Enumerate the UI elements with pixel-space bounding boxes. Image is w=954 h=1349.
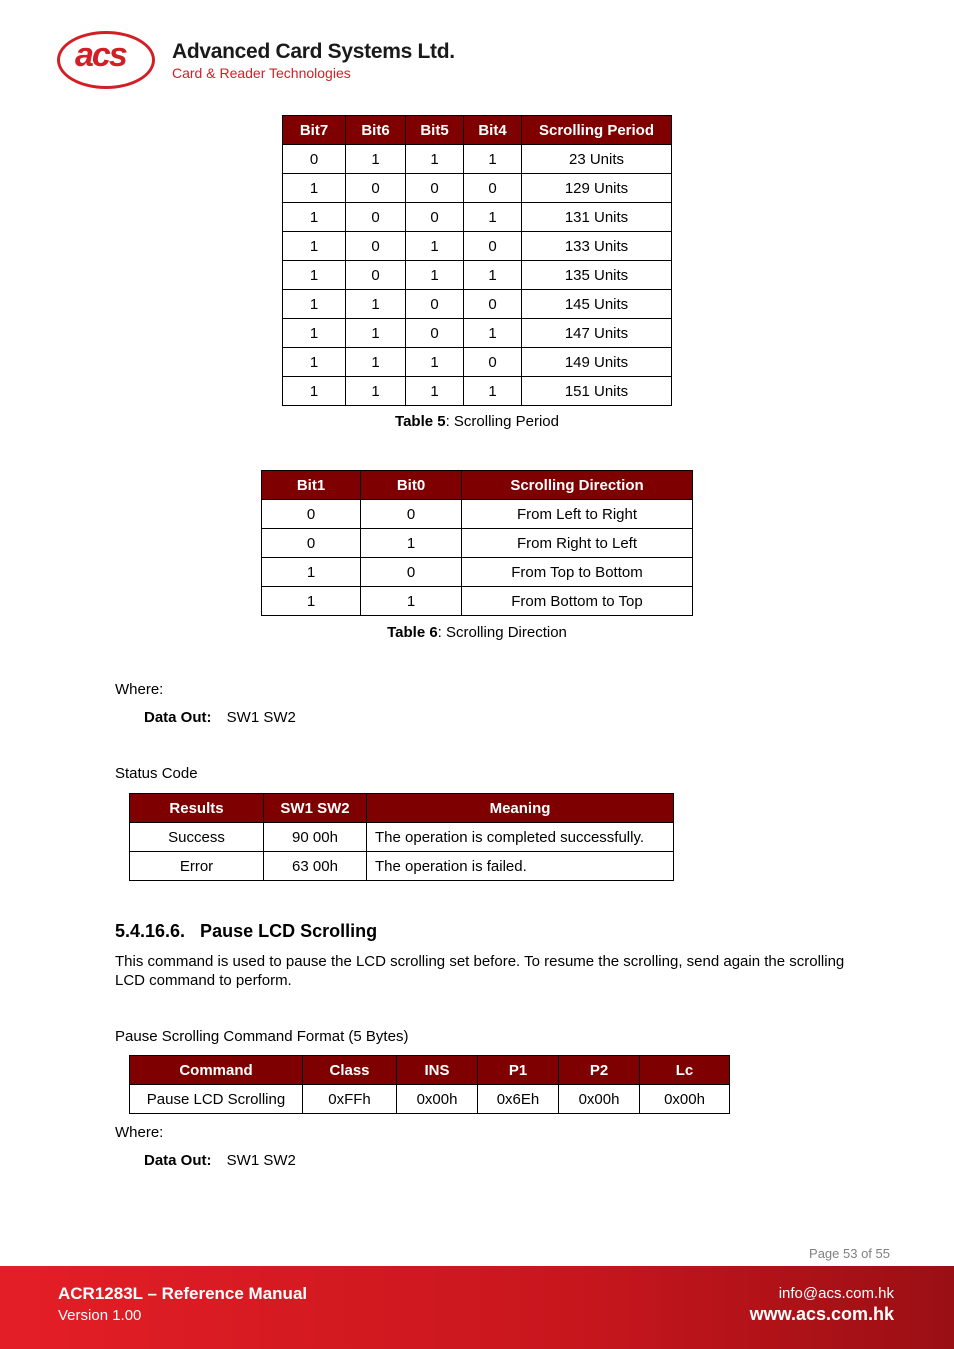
table-cell: 1	[283, 319, 346, 348]
table-row	[283, 232, 672, 261]
table-cell: 131 Units	[522, 203, 672, 232]
page-footer	[0, 1266, 954, 1349]
table-cell: 1	[346, 348, 406, 377]
column-header: Class	[303, 1056, 397, 1085]
table-row	[283, 377, 672, 406]
data-out-label: Data Out:	[144, 1152, 212, 1169]
where-label: Where:	[115, 681, 164, 698]
company-tagline: Card & Reader Technologies	[172, 65, 351, 81]
table-cell: 0	[262, 529, 361, 558]
column-header: Bit4	[464, 116, 522, 145]
table-cell: The operation is completed successfully.	[367, 823, 674, 852]
column-header: INS	[397, 1056, 478, 1085]
table-cell: 1	[283, 232, 346, 261]
column-header: Scrolling Direction	[462, 471, 693, 500]
website-link[interactable]: www.acs.com.hk	[749, 1304, 894, 1324]
table-cell: 1	[346, 377, 406, 406]
table-row	[283, 290, 672, 319]
table-cell: 0	[406, 290, 464, 319]
table-cell: 0	[406, 203, 464, 232]
status-code-title: Status Code	[115, 765, 198, 782]
section-heading: 5.4.16.6. Pause LCD Scrolling	[115, 921, 378, 941]
doc-version: Version 1.00	[58, 1307, 142, 1324]
table-cell: 0	[346, 232, 406, 261]
table-cell: 1	[464, 145, 522, 174]
table-cell: 133 Units	[522, 232, 672, 261]
table-cell: 0	[464, 232, 522, 261]
page-number: Page 53 of 55	[809, 1246, 890, 1261]
table-cell: 1	[406, 145, 464, 174]
column-header: Lc	[640, 1056, 730, 1085]
table-row	[283, 348, 672, 377]
table-cell: From Top to Bottom	[462, 558, 693, 587]
table-row	[130, 1085, 730, 1114]
table-cell: 0	[283, 145, 346, 174]
table-cell: 135 Units	[522, 261, 672, 290]
table-cell: 0	[346, 203, 406, 232]
table-row	[262, 558, 693, 587]
table-cell: 1	[283, 174, 346, 203]
table-cell: 1	[361, 587, 462, 616]
table-cell: 1	[346, 319, 406, 348]
table-cell: The operation is failed.	[367, 852, 674, 881]
table-cell: 0	[464, 348, 522, 377]
table-cell: 1	[406, 348, 464, 377]
table-cell: 1	[406, 232, 464, 261]
table-cell: 129 Units	[522, 174, 672, 203]
column-header: Scrolling Period	[522, 116, 672, 145]
table-cell: 1	[464, 319, 522, 348]
table-row	[262, 587, 693, 616]
table-cell: 1	[346, 145, 406, 174]
table-cell: 1	[464, 377, 522, 406]
column-header: Bit6	[346, 116, 406, 145]
table-cell: 147 Units	[522, 319, 672, 348]
caption-label: Table 5	[395, 413, 446, 430]
table-cell: 0	[464, 290, 522, 319]
table-row	[262, 529, 693, 558]
table-cell: 1	[346, 290, 406, 319]
table-cell: 1	[283, 261, 346, 290]
column-header: Meaning	[367, 794, 674, 823]
table-cell: 0	[346, 261, 406, 290]
logo-text: acs	[75, 36, 126, 74]
table-cell: 1	[464, 203, 522, 232]
table-cell: 1	[283, 290, 346, 319]
column-header: Results	[130, 794, 264, 823]
table-cell: 0x00h	[559, 1085, 640, 1114]
data-out-label: Data Out:	[144, 709, 212, 726]
command-format-table	[129, 1055, 730, 1114]
table-cell: Success	[130, 823, 264, 852]
table-cell: 0x00h	[397, 1085, 478, 1114]
scrolling-direction-table	[261, 470, 693, 616]
table-cell: 1	[262, 587, 361, 616]
table-cell: 0	[361, 558, 462, 587]
table6-caption	[261, 624, 693, 641]
column-header: Bit7	[283, 116, 346, 145]
company-name: Advanced Card Systems Ltd.	[172, 40, 455, 63]
table-cell: 1	[283, 348, 346, 377]
table-cell: 1	[406, 377, 464, 406]
column-header: Bit5	[406, 116, 464, 145]
caption-text: : Scrolling Direction	[437, 624, 567, 641]
section-body: This command is used to pause the LCD scrolling set before. To resume the scrolling, send again the scrolling LCD command to perform.	[115, 953, 845, 989]
table-cell: 90 00h	[264, 823, 367, 852]
data-out-value: SW1 SW2	[226, 1152, 296, 1169]
table-cell: From Right to Left	[462, 529, 693, 558]
caption-text: : Scrolling Period	[445, 413, 559, 430]
data-out-value: SW1 SW2	[226, 709, 296, 726]
table-cell: 151 Units	[522, 377, 672, 406]
table-cell: 0	[262, 500, 361, 529]
table-cell: 0	[346, 174, 406, 203]
table-row	[283, 261, 672, 290]
column-header: SW1 SW2	[264, 794, 367, 823]
table-cell: 149 Units	[522, 348, 672, 377]
caption-label: Table 6	[387, 624, 438, 641]
table-row	[130, 852, 674, 881]
table-cell: 0x00h	[640, 1085, 730, 1114]
table-row	[262, 500, 693, 529]
status-code-table	[129, 793, 674, 881]
table-header-row	[130, 1056, 730, 1085]
table-cell: 23 Units	[522, 145, 672, 174]
table-cell: 0x6Eh	[478, 1085, 559, 1114]
table-cell: 0	[464, 174, 522, 203]
column-header: P1	[478, 1056, 559, 1085]
table-cell: From Bottom to Top	[462, 587, 693, 616]
table-row	[283, 145, 672, 174]
where-label: Where:	[115, 1124, 164, 1141]
table-cell: 63 00h	[264, 852, 367, 881]
table-row	[283, 319, 672, 348]
table-cell: 1	[406, 261, 464, 290]
scrolling-period-table	[282, 115, 672, 406]
column-header: P2	[559, 1056, 640, 1085]
table-row	[283, 203, 672, 232]
table-header-row	[262, 471, 693, 500]
table-cell: 0	[361, 500, 462, 529]
table-cell: 0xFFh	[303, 1085, 397, 1114]
table-row	[130, 823, 674, 852]
table-header-row	[130, 794, 674, 823]
table-cell: 0	[406, 319, 464, 348]
contact-email[interactable]: info@acs.com.hk	[778, 1285, 894, 1302]
table5-caption	[282, 413, 672, 430]
table-cell: Pause LCD Scrolling	[130, 1085, 303, 1114]
table-cell: Error	[130, 852, 264, 881]
data-out-line	[144, 1151, 296, 1170]
table-cell: From Left to Right	[462, 500, 693, 529]
command-format-title: Pause Scrolling Command Format (5 Bytes)	[115, 1028, 409, 1045]
data-out-line	[144, 708, 296, 727]
table-cell: 1	[262, 558, 361, 587]
table-cell: 1	[464, 261, 522, 290]
table-cell: 1	[283, 377, 346, 406]
doc-title: ACR1283L – Reference Manual	[58, 1284, 308, 1303]
table-cell: 1	[283, 203, 346, 232]
table-cell: 145 Units	[522, 290, 672, 319]
table-cell: 0	[406, 174, 464, 203]
column-header: Command	[130, 1056, 303, 1085]
table-header-row	[283, 116, 672, 145]
table-cell: 1	[361, 529, 462, 558]
table-row	[283, 174, 672, 203]
column-header: Bit0	[361, 471, 462, 500]
column-header: Bit1	[262, 471, 361, 500]
